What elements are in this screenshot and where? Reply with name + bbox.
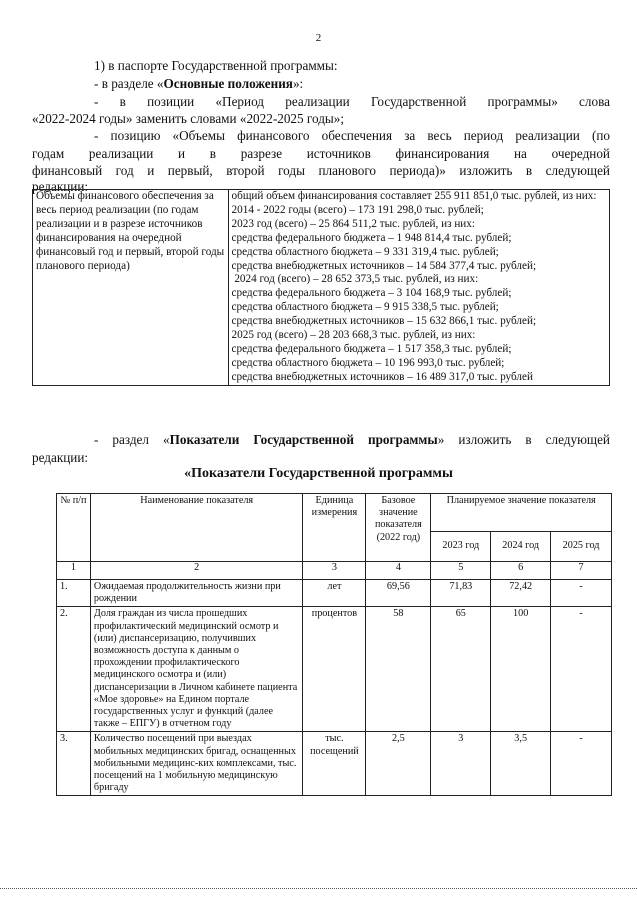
column-number: 6 — [491, 562, 551, 580]
column-number: 1 — [57, 562, 91, 580]
paragraph-5-line-1: - раздел «Показатели Государственной программы» изложить в следующей — [94, 432, 610, 447]
section-name-bold: Показатели Государственной программы — [169, 432, 438, 447]
funding-line: 2025 год (всего) – 28 203 668,3 тыс. рублей, из них: — [231, 329, 476, 342]
column-number: 7 — [551, 562, 612, 580]
header-2025: 2025 год — [551, 532, 612, 562]
row-num: 2. — [57, 607, 91, 732]
funding-line: средства федерального бюджета – 3 104 168,9 тыс. рублей; — [231, 287, 512, 300]
funding-line: средства областного бюджета – 9 915 338,5 тыс. рублей; — [231, 301, 499, 314]
table-row — [57, 607, 612, 732]
funding-line: средства внебюджетных источников – 15 632 866,1 тыс. рублей; — [231, 315, 537, 328]
header-2023: 2023 год — [431, 532, 491, 562]
row-name: Доля граждан из числа прошедших профилактический медицинский осмотр и (или) диспансеризацию, получивших возможность доступа к данным о прохождении профилактического медицинского осмотра и (или) диспансеризации в Личном кабинете пациента «Мое здоровье» на Едином портале государственных услуг и функций (далее также – ЕПГУ) в отчетном году — [90, 607, 303, 732]
indicators-table — [56, 493, 612, 796]
header-num: № п/п — [57, 494, 91, 562]
paragraph-1: 1) в паспорте Государственной программы: — [94, 58, 338, 73]
funding-line: общий объем финансирования составляет 255 911 851,0 тыс. рублей, из них: — [231, 190, 597, 202]
row-2025: - — [551, 607, 612, 732]
paragraph-4-line-3: финансовый год и первый, второй годы планового периода)» изложить в следующей — [32, 163, 610, 178]
paragraph-2: - в разделе «Основные положения»: — [94, 76, 304, 91]
row-base: 69,56 — [366, 580, 431, 607]
table-row — [57, 732, 612, 796]
funding-line: средства внебюджетных источников – 16 489 317,0 тыс. рублей — [231, 370, 533, 383]
row-name: Ожидаемая продолжительность жизни при рождении — [90, 580, 303, 607]
row-2024: 100 — [491, 607, 551, 732]
section-name-bold: Основные положения — [163, 76, 293, 91]
row-unit: процентов — [303, 607, 366, 732]
header-name: Наименование показателя — [90, 494, 303, 562]
paragraph-4-line-2: годам реализации и в разрезе источников финансирования на очередной — [32, 146, 610, 161]
column-number: 3 — [303, 562, 366, 580]
header-planned: Планируемое значение показателя — [431, 494, 612, 532]
table-row — [57, 580, 612, 607]
column-number: 5 — [431, 562, 491, 580]
funding-line: 2014 - 2022 годы (всего) – 173 191 298,0 тыс. рублей; — [231, 203, 484, 216]
row-2025: - — [551, 580, 612, 607]
column-number: 4 — [366, 562, 431, 580]
indicators-title: «Показатели Государственной программы — [184, 466, 453, 481]
column-number: 2 — [90, 562, 303, 580]
paragraph-3-line-1: - в позиции «Период реализации Государственной программы» слова — [94, 94, 610, 109]
paragraph-4-line-4: редакции: — [32, 179, 89, 194]
header-unit: Единица измерения — [303, 494, 366, 562]
row-base: 58 — [366, 607, 431, 732]
row-unit: лет — [303, 580, 366, 607]
header-2024: 2024 год — [491, 532, 551, 562]
funding-label: Объемы финансового обеспечения за весь период реализации (по годам реализации и в разрезе источников финансирования на очередной финансовый год и первый, второй годы планового периода) — [33, 190, 229, 386]
row-unit: тыс. посещений — [303, 732, 366, 796]
page-bottom-rule — [0, 888, 637, 889]
row-num: 1. — [57, 580, 91, 607]
funding-line: 2024 год (всего) – 28 652 373,5 тыс. рублей, из них: — [231, 273, 479, 286]
funding-line: средства областного бюджета – 9 331 319,4 тыс. рублей; — [231, 245, 499, 258]
row-base: 2,5 — [366, 732, 431, 796]
row-name: Количество посещений при выездах мобильных медицинских бригад, оснащенных мобильными медицинс-ких комплексами, тыс. посещений на 1 мобильную медицинскую бригаду — [90, 732, 303, 796]
header-base: Базовое значение показателя (2022 год) — [366, 494, 431, 562]
column-number-row — [57, 562, 612, 580]
row-2023: 65 — [431, 607, 491, 732]
row-2024: 72,42 — [491, 580, 551, 607]
row-2023: 3 — [431, 732, 491, 796]
funding-line: средства областного бюджета – 10 196 993,0 тыс. рублей; — [231, 356, 505, 369]
funding-table — [32, 189, 610, 386]
paragraph-4-line-1: - позицию «Объемы финансового обеспечения за весь период реализации (по — [94, 128, 610, 143]
paragraph-3-line-2: «2022-2024 годы» заменить словами «2022-2025 годы»; — [32, 111, 345, 126]
paragraph-5-line-2: редакции: — [32, 450, 89, 465]
row-2024: 3,5 — [491, 732, 551, 796]
funding-line: средства федерального бюджета – 1 517 358,3 тыс. рублей; — [231, 342, 512, 355]
funding-line: средства внебюджетных источников – 14 584 377,4 тыс. рублей; — [231, 259, 537, 272]
row-2025: - — [551, 732, 612, 796]
row-num: 3. — [57, 732, 91, 796]
page-number: 2 — [315, 32, 322, 44]
funding-values — [228, 190, 609, 386]
funding-line: 2023 год (всего) – 25 864 511,2 тыс. рублей, из них: — [231, 217, 475, 230]
row-2023: 71,83 — [431, 580, 491, 607]
funding-line: средства федерального бюджета – 1 948 814,4 тыс. рублей; — [231, 231, 512, 244]
